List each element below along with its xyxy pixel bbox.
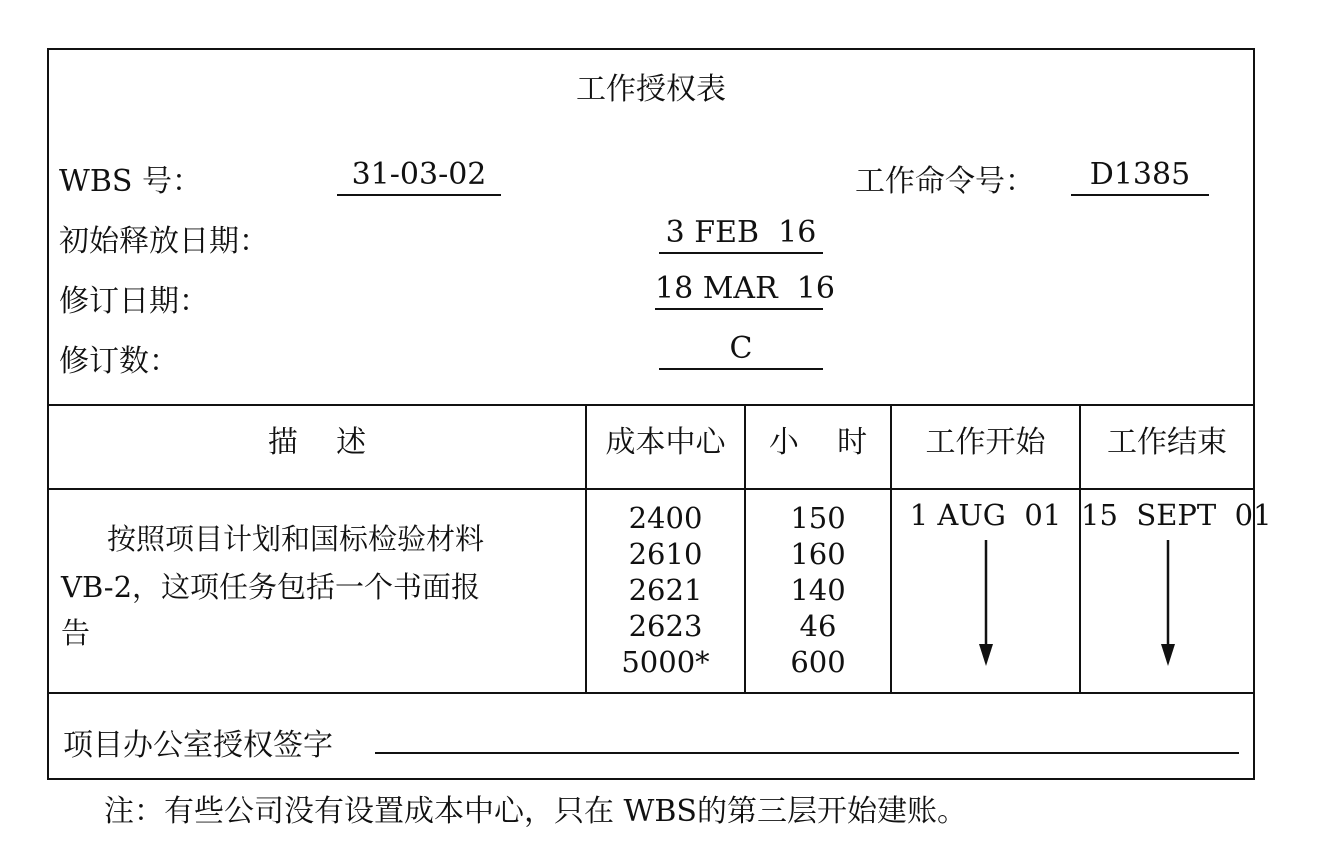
cost-center-value: 5000* bbox=[621, 645, 710, 679]
description-line: 告 bbox=[61, 616, 91, 650]
header-description: 描 述 bbox=[267, 425, 367, 460]
signature-line[interactable] bbox=[375, 752, 1239, 754]
form-title: 工作授权表 bbox=[576, 72, 726, 107]
cost-center-value: 2610 bbox=[628, 537, 703, 571]
revision-date-label: 修订日期： bbox=[59, 284, 209, 319]
order-label: 工作命令号： bbox=[855, 164, 1035, 199]
hours-value: 150 bbox=[790, 501, 846, 535]
release-date-label: 初始释放日期： bbox=[59, 224, 269, 259]
order-value: D1385 bbox=[1071, 154, 1209, 196]
hours-value: 600 bbox=[790, 645, 846, 679]
header-bottom-rule bbox=[49, 488, 1253, 490]
down-arrow-icon bbox=[974, 540, 998, 668]
hours-value: 140 bbox=[790, 573, 846, 607]
work-end-date: 15 SEPT 01 bbox=[1081, 498, 1272, 532]
header-work-start: 工作开始 bbox=[925, 425, 1046, 460]
footnote: 注：有些公司没有设置成本中心，只在 WBS的第三层开始建账。 bbox=[104, 794, 967, 829]
revision-count-label: 修订数： bbox=[59, 344, 179, 379]
hours-value: 46 bbox=[799, 609, 837, 643]
down-arrow-icon bbox=[1156, 540, 1180, 668]
signature-label: 项目办公室授权签字 bbox=[63, 728, 333, 763]
release-date-value: 3 FEB 16 bbox=[659, 212, 823, 254]
hours-value: 160 bbox=[790, 537, 846, 571]
description-line: VB-2，这项任务包括一个书面报 bbox=[61, 570, 481, 604]
header-hours: 小 时 bbox=[768, 425, 868, 460]
table-bottom-rule bbox=[49, 692, 1253, 694]
header-work-end: 工作结束 bbox=[1107, 425, 1227, 460]
revision-date-value: 18 MAR 16 bbox=[655, 268, 823, 310]
revision-count-value: C bbox=[659, 328, 823, 370]
work-authorization-form bbox=[47, 48, 1272, 780]
cost-center-value: 2400 bbox=[628, 501, 703, 535]
table-top-rule bbox=[49, 404, 1253, 406]
cost-center-value: 2623 bbox=[628, 609, 703, 643]
wbs-label: WBS 号： bbox=[59, 164, 202, 199]
work-start-date: 1 AUG 01 bbox=[909, 498, 1062, 532]
description-line: 按照项目计划和国标检验材料 bbox=[107, 522, 485, 556]
header-cost-center: 成本中心 bbox=[605, 425, 726, 460]
cost-center-value: 2621 bbox=[628, 573, 703, 607]
wbs-value: 31-03-02 bbox=[337, 154, 501, 196]
